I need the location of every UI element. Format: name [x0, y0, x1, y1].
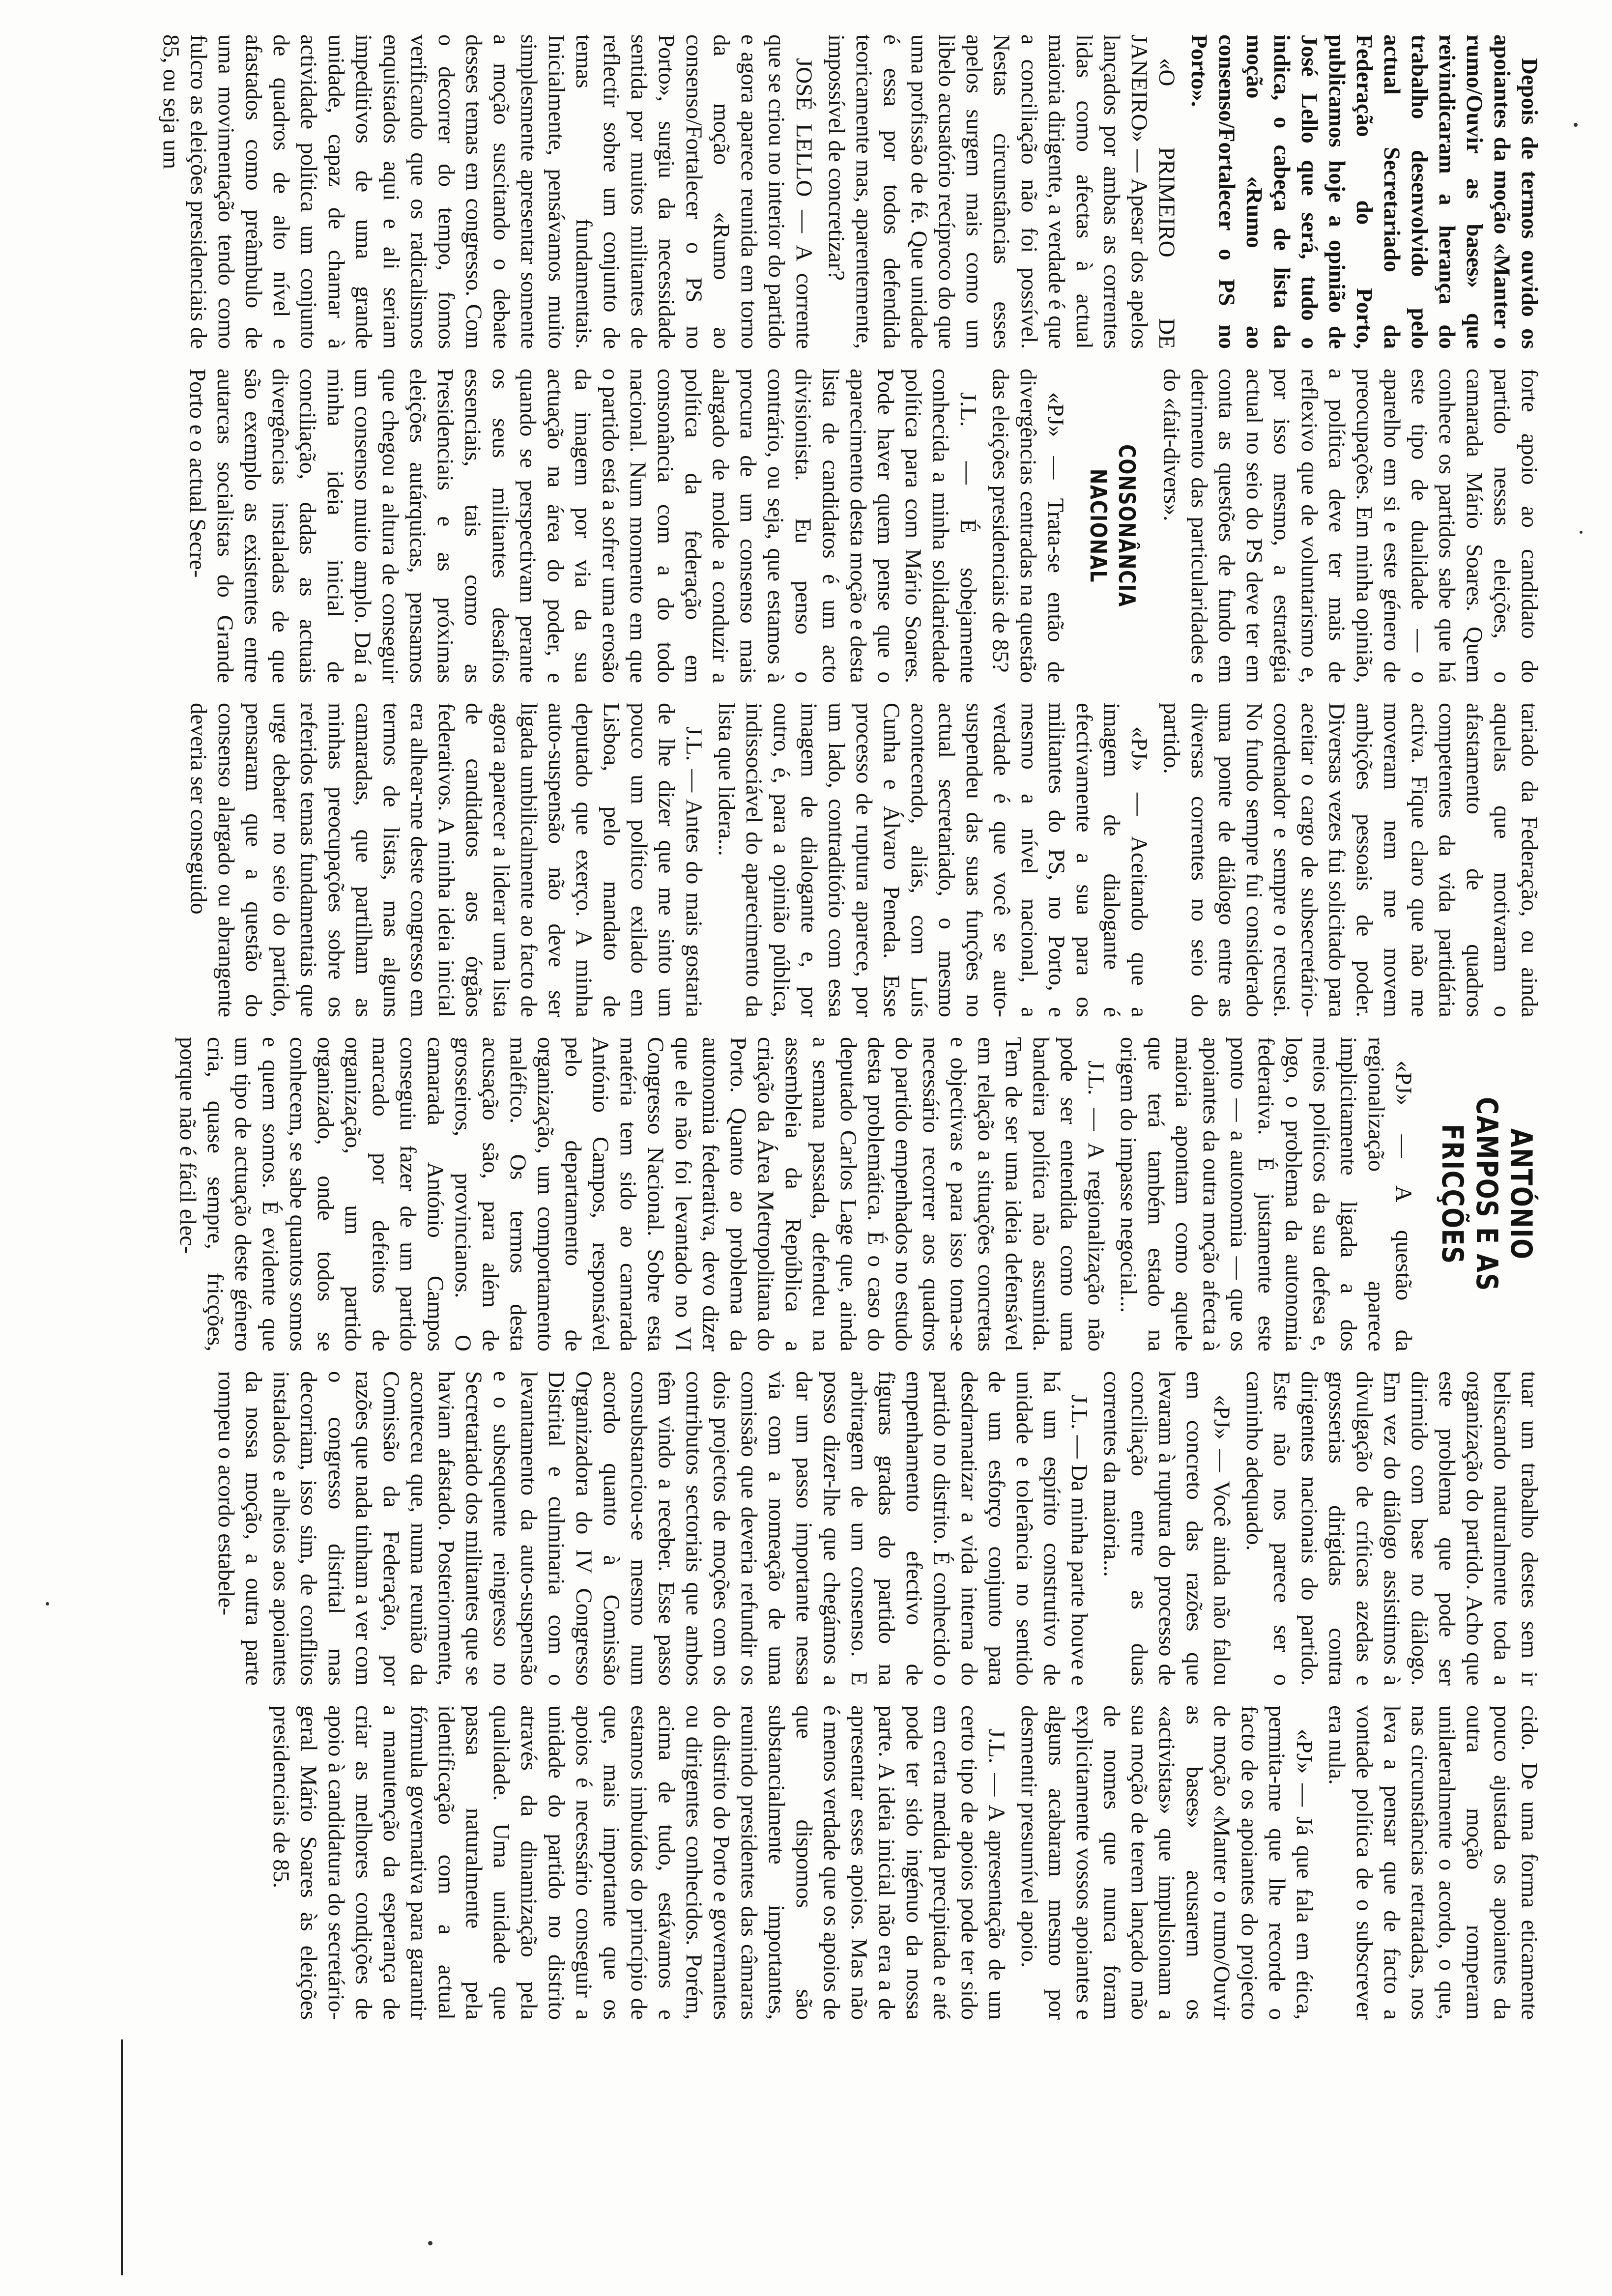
answer-paragraph: JOSÉ LELLO — A corrente que se criou no interior do partido e agora aparece reunida em torno da moção «Rumo ao consenso/Fortalecer o PS no Porto», surgiu da necessidade sentida por muitos militantes de reflectir sobre um conjunto de temas fundamentais. Inicialmente, pensávamos muito simplesmente apresentar somente a moção suscitando o debate desses temas em congresso. Com o decorrer do tempo, fomos verificando que os radicalismos enquistados aqui e ali seriam impeditivos de uma grande unidade, capaz de chamar à actividade política um conjunto de quadros de alto nível e afastados como preâmbulo de uma movimentação tendo como fulcro as eleições presidenciais de 85, ou seja um: [158, 34, 817, 349]
scan-speck: [1574, 123, 1578, 127]
column-4: [49, 1037, 1543, 1351]
article-lead: Depois de termos ouvido os apoiantes da moção «Manter o rumo/Ouvir as bases» que reivindicaram a herança do trabalho desenvolvido pelo actual Secretariado da Federação do Porto, publicamos hoje a opinião de José Lello que será, tudo o indica, o cabeça de lista da moção «Rumo ao consenso/Fortalecer o PS no Porto».: [1186, 34, 1542, 349]
column-6: [177, 1705, 1543, 2020]
column-3: [49, 703, 1543, 1017]
question-paragraph: «PJ» — Já que fala em ética, permita-me que lhe recorde o facto de os apoiantes do projecto de moção «Manter o rumo/Ouvir as bases» acusarem os «activistas» que impulsionam a sua moção de terem lançado mão de nomes que nunca foram explicitamente vossos apoiantes e alguns acabaram mesmo por desmentir presumível apoio.: [1016, 1705, 1317, 2020]
question-paragraph: «PJ» — Aceitando que a imagem de dialogante é efectivamente a sua para os militantes do PS, no Porto, e mesmo a nível nacional, a verdade é que você se auto-suspendeu das suas funções no actual secretariado, o mesmo acontecendo, aliás, com Luís Cunha e Álvaro Peneda. Esse processo de ruptura aparece, por um lado, contraditório com essa imagem de dialogante e, por outro, é, para a opinião pública, indissociável do aparecimento da lista que lidera...: [714, 703, 1152, 1017]
column-2: [49, 369, 1543, 683]
column-rule: [121, 2039, 123, 2275]
question-paragraph: «O PRIMEIRO DE JANEIRO» — Apesar dos apelos lançados por ambas as correntes lidas como afectas à actual maioria dirigente, a verdade é que a conciliação não foi possível. Nestas circunstâncias esses apelos surgem mais como um libelo acusatório recíproco do que uma profissão de fé. Que unidade é essa por todos defendida teoricamente mas, aparentemente, impossível de concretizar?: [824, 34, 1180, 349]
column-1: [49, 34, 1543, 349]
answer-paragraph: J.L. — A apresentação de um certo tipo de apoios pode ter sido em certa medida precipitada e até pode ter sido ingénuo da nossa parte. A ideia inicial não era a de apresentar esses apoios. Mas não é menos verdade que os apoios de que dispomos são substancialmente importantes, reunindo presidentes das câmaras do distrito do Porto e governantes ou dirigentes conhecidos. Porém, acima de tudo, estávamos e estamos imbuídos do princípio de que, mais importante que os apoios é necessário conseguir a unidade do partido no distrito através da dinamização pela qualidade. Uma unidade que passa naturalmente pela identificação com a actual fórmula governativa para garantir a manutenção da esperança de criar as melhores condições de apoio à candidatura do secretário-geral Mário Soares às eleições presidenciais de 85.: [268, 1705, 1009, 2020]
scan-speck: [1580, 531, 1583, 534]
answer-paragraph: J.L. — Antes do mais gostaria de lhe dizer que me sinto um pouco um político exilado em Lisboa, pelo mandato de deputado que exerço. A minha auto-suspensão não deve ser ligada umbilicalmente ao facto de agora aparecer a liderar uma lista de candidatos aos órgãos federativos. A minha ideia inicial era alhear-me deste congresso em termos de listas, mas alguns camaradas, que partilham as minhas preocupações sobre os referidos temas fundamentais que urge debater no seio do partido, pensaram que a questão do consenso alargado ou abrangente deveria ser conseguido: [186, 703, 707, 1017]
answer-paragraph: J.L. — Da minha parte houve e há um espírito construtivo de unidade e tolerância no sentido de um esforço conjunto para desdramatizar a vida interna do partido no distrito. É conhecido o empenhamento efectivo de figuras gradas do partido na arbitragem de um consenso. E posso dizer-lhe que chegámos a dar um passo importante nessa via com a nomeação de uma comissão que deveria refundir os dois projectos de moções com os contributos sectoriais que ambos têm vindo a receber. Esse passo consubstanciou-se mesmo num acordo quanto à Comissão Organizadora do IV Congresso Distrital e culminaria com o levantamento da auto-suspensão e o subsequente reingresso no Secretariado dos militantes que se haviam afastado. Posteriormente, aconteceu que, numa reunião da Comissão da Federação, por razões que nada tinham a ver com o congresso distrital mas decorriam, isso sim, de conflitos instalados e alheios aos apoiantes da nossa moção, a outra parte rompeu o acordo estabele-: [213, 1371, 1092, 1686]
paragraph: cido. De uma forma eticamente pouco ajustada os apoiantes da outra moção romperam unilateralmente o acordo, o que, nas circunstâncias retratadas, nos leva a pensar que de facto a vontade política de o subscrever era nula.: [1324, 1705, 1542, 2020]
answer-paragraph: J.L. — A regionalização não pode ser entendida como uma bandeira política não assumida. Tem de ser uma ideia defensável em relação a situações concretas e objectivas e para isso toma-se necessário recorrer aos quadros do partido empenhados no estudo desta problemática. É o caso do deputado Carlos Lage que, ainda a semana passada, defendeu na assembleia da República a criação da Área Metropolitana do Porto. Quanto ao problema da autonomia federativa, devo dizer que ele não foi levantado no VI Congresso Nacional. Sobre esta matéria tem sido ao camarada António Campos, responsável pelo departamento de organização, um comportamento maléfico. Os termos desta acusação são, para além de grosseiros, provincianos. O camarada António Campos conseguiu fazer de um partido marcado por defeitos de organização, um partido organizado, onde todos se conhecem, se sabe quantos somos e quem somos. É evidente que um tipo de actuação deste género cria, quase sempre, fricções, porque não é fácil elec-: [175, 1037, 1109, 1351]
column-5: [49, 1371, 1543, 1686]
subheading-consonancia: CONSONÂNCIA NACIONAL: [1085, 444, 1140, 607]
paragraph: forte apoio ao candidato do partido nessas eleições, o camarada Mário Soares. Quem conhece os partidos sabe que há este tipo de dualidade — o aparelho em si e este género de preocupações. Em minha opinião, a política deve ter mais de reflexivo que de voluntarismo e, por isso mesmo, a estratégia actual no seio do PS deve ter em conta as questões de fundo em detrimento das particularidades e do «fait-divers».: [1159, 369, 1542, 683]
scan-speck: [428, 2241, 432, 2245]
question-paragraph: «PJ» — A questão da regionalização aparece implicitamente ligada a dos meios políticos da sua defesa e, logo, o problema da autonomia federativa. É justamente este ponto — a autonomia — que os apoiantes da outra moção afecta à maioria apontam como aquele que terá também estado na origem do impasse negocial...: [1116, 1037, 1416, 1351]
paragraph: tariado da Federação, ou ainda aquelas que motivaram o afastamento de quadros competentes da vida partidária activa. Fique claro que não me moveram nem me movem ambições pessoais de poder. Diversas vezes fui solicitado para aceitar o cargo de subsecretário-coordenador e sempre o recusei. No fundo sempre fui considerado uma ponte de diálogo entre as diversas correntes no seio do partido.: [1159, 703, 1542, 1017]
question-paragraph: «PJ» — Você ainda não falou em concreto das razões que levaram à ruptura do processo de conciliação entre as duas correntes da maioria...: [1099, 1371, 1235, 1686]
answer-paragraph: J.L. — É sobejamente conhecida a minha solidariedade política para com Mário Soares. Pode haver quem pense que o aparecimento desta moção e desta lista de candidatos é um acto divisionista. Eu penso o contrário, ou seja, que estamos à procura de um consenso mais alargado de molde a conduzir a política da federação em consonância com a do todo nacional. Num momento em que o partido está a sofrer uma erosão da imagem por via da sua actuação na área do poder, e quando se perspectivam perante os seus militantes desafios essenciais, tais como as Presidenciais e as próximas eleições autárquicas, pensamos que chegou a altura de conseguir um consenso muito amplo. Daí a minha ideia inicial de conciliação, dadas as actuais divergências instaladas de que são exemplo as existentes entre autarcas socialistas do Grande Porto e o actual Secre-: [185, 369, 981, 683]
subheading-antonio-campos: ANTÓNIO CAMPOS E AS FRICÇÕES: [1435, 1097, 1538, 1292]
question-paragraph: «PJ» — Trata-se então de divergências centradas na questão das eleições presidenciais de 85?: [988, 369, 1068, 683]
scan-speck: [46, 1602, 49, 1606]
paragraph: tuar um trabalho destes sem ir beliscando naturalmente toda a organização do partido. Acho que este problema que pode ser dirimido com base no diálogo. Em vez do diálogo assistimos à divulgação de críticas azedas e grosserias dirigidas contra dirigentes nacionais do partido. Este não nos parece ser o caminho adequado.: [1241, 1371, 1542, 1686]
